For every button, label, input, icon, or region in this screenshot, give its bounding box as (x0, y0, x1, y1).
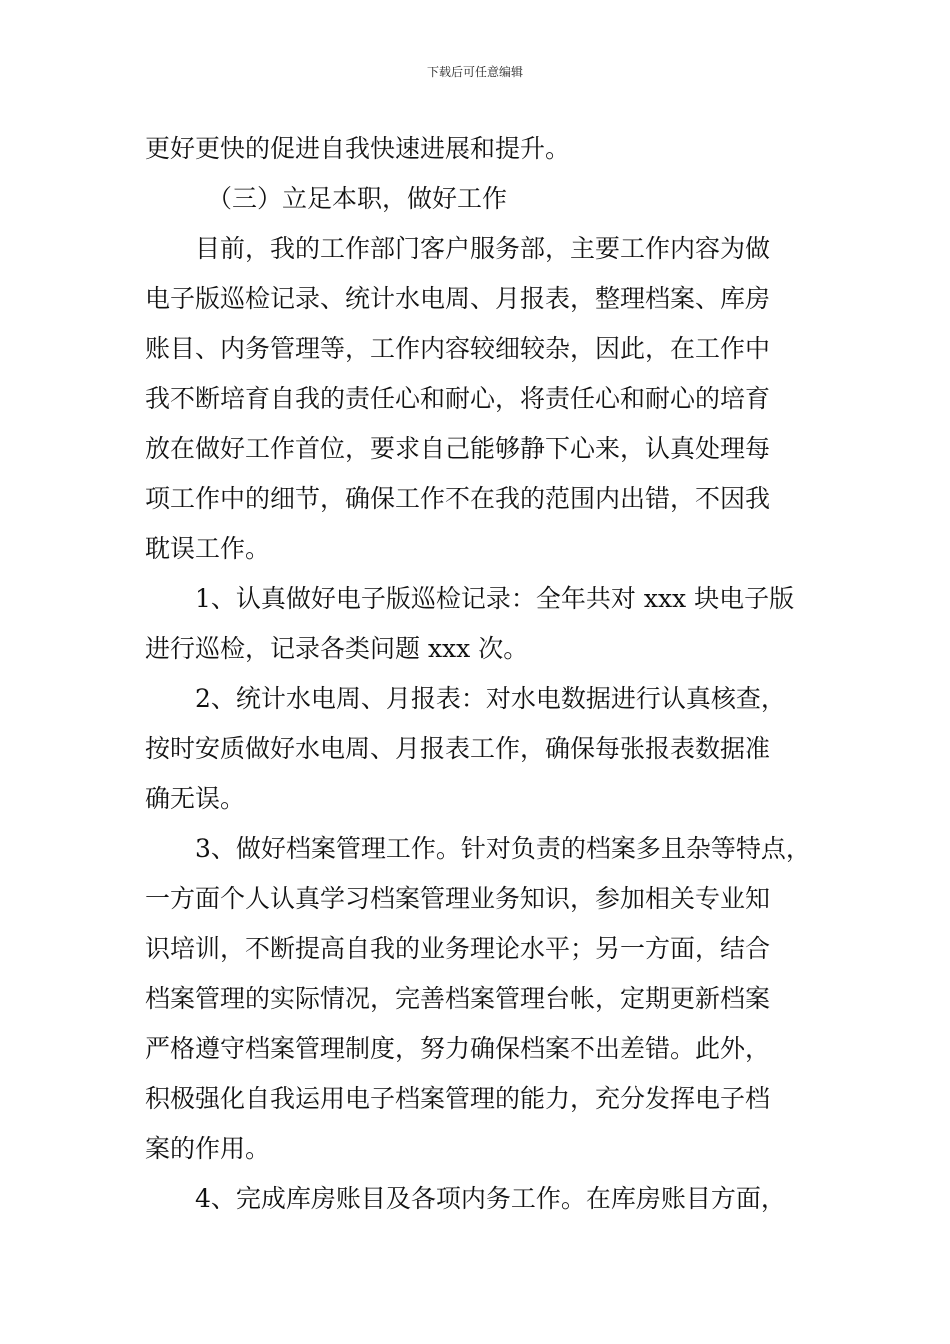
text-line: 项工作中的细节，确保工作不在我的范围内出错，不因我 (145, 484, 771, 513)
list-item-4: 4、完成库房账目及各项内务工作。在库房账目方面， (195, 1184, 786, 1213)
list-item-1: 1、认真做好电子版巡检记录：全年共对 xxx 块电子版 (195, 584, 795, 613)
text-line: 账目、内务管理等，工作内容较细较杂，因此，在工作中 (145, 334, 771, 363)
text-line: 我不断培育自我的责任心和耐心，将责任心和耐心的培育 (145, 384, 771, 413)
text-line: 更好更快的促进自我快速进展和提升。 (145, 134, 571, 163)
section-heading: （三）立足本职，做好工作 (207, 184, 508, 213)
text-line: 电子版巡检记录、统计水电周、月报表，整理档案、库房 (145, 284, 771, 313)
text-line: 确无误。 (145, 784, 246, 813)
list-item-2: 2、统计水电周、月报表：对水电数据进行认真核查， (195, 684, 786, 713)
list-item-3: 3、做好档案管理工作。针对负责的档案多且杂等特点， (195, 834, 811, 863)
text-line: 识培训，不断提高自我的业务理论水平；另一方面，结合 (145, 934, 771, 963)
text-line: 目前，我的工作部门客户服务部，主要工作内容为做 (195, 234, 771, 263)
document-body (145, 124, 810, 1224)
text-line: 耽误工作。 (145, 534, 271, 563)
page-header: 下载后可任意编辑 (426, 65, 523, 79)
text-line: 一方面个人认真学习档案管理业务知识，参加相关专业知 (145, 884, 771, 913)
text-line: 按时安质做好水电周、月报表工作，确保每张报表数据准 (145, 734, 771, 763)
text-line: 积极强化自我运用电子档案管理的能力，充分发挥电子档 (145, 1084, 771, 1113)
text-line: 放在做好工作首位，要求自己能够静下心来，认真处理每 (145, 434, 771, 463)
text-line: 严格遵守档案管理制度，努力确保档案不出差错。此外， (145, 1034, 771, 1063)
text-line: 档案管理的实际情况，完善档案管理台帐，定期更新档案 (145, 984, 771, 1013)
text-line: 案的作用。 (145, 1134, 271, 1163)
text-line: 进行巡检，记录各类问题 xxx 次。 (145, 634, 529, 663)
